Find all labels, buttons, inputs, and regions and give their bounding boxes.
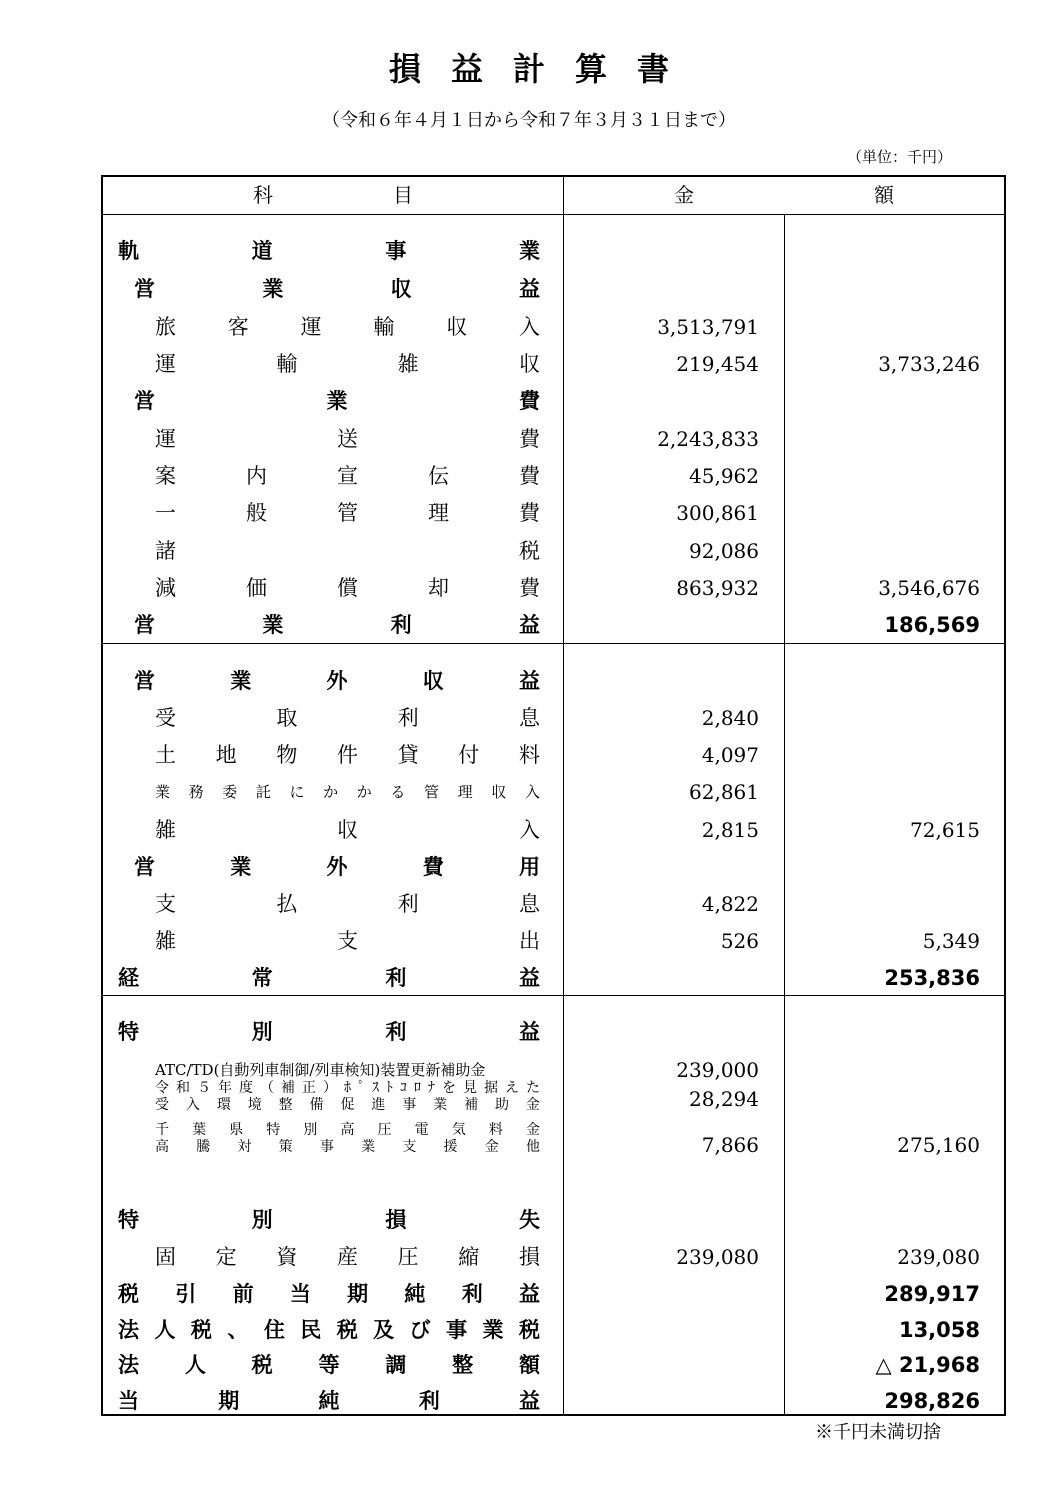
section-divider [103, 643, 1004, 644]
row-label: 特 別 損 失 [118, 1208, 540, 1232]
row-label: 運 送 費 [155, 427, 540, 451]
amount-total: 253,836 [884, 966, 980, 990]
table-row [103, 537, 1004, 565]
income-statement-table [101, 175, 1006, 1416]
row-label: 支 払 利 息 [155, 892, 540, 916]
amount-detail: 45,962 [689, 464, 759, 488]
amount-detail: 300,861 [676, 501, 759, 525]
header-divider [103, 214, 1004, 215]
amount-detail: 92,086 [689, 539, 759, 563]
table-row [103, 890, 1004, 918]
row-label: 法 人 税 、 住 民 税 及 び 事 業 税 [118, 1318, 540, 1342]
table-row [103, 816, 1004, 844]
row-label: 受 取 利 息 [155, 706, 540, 730]
row-label [155, 1080, 540, 1114]
row-label-line: 令 和 ５ 年 度 （ 補 正 ） ﾎ ﾟ ｽ ﾄ ｺ ﾛ ﾅ を 見 据 え た [155, 1080, 540, 1096]
row-label: 営 業 収 益 [134, 277, 540, 301]
table-row [103, 313, 1004, 341]
row-label: ATC/TD(自動列車制御/列車検知)装置更新補助金 [155, 1061, 486, 1079]
table-row [103, 704, 1004, 732]
amount-detail: 2,840 [701, 706, 759, 730]
table-row [103, 964, 1004, 992]
table-row [103, 462, 1004, 490]
amount-total: 72,615 [910, 818, 980, 842]
amount-detail: 3,513,791 [657, 315, 759, 339]
row-label: 業 務 委 託 に か か る 管 理 収 入 [155, 783, 540, 801]
table-row [103, 499, 1004, 527]
amount-detail: 219,454 [676, 352, 759, 376]
table-row [103, 425, 1004, 453]
table-row [103, 350, 1004, 378]
amount-detail: 4,097 [701, 743, 759, 767]
header-amount: 金 額 [674, 183, 894, 207]
table-row [103, 778, 1004, 806]
row-label: 一 般 管 理 費 [155, 501, 540, 525]
table-row [103, 1122, 1004, 1159]
row-label: 営 業 外 収 益 [134, 669, 540, 693]
amount-total: 3,546,676 [878, 576, 980, 600]
row-label: 営 業 利 益 [134, 613, 540, 637]
amount-detail: 239,000 [676, 1058, 759, 1082]
row-label: 税 引 前 当 期 純 利 益 [118, 1282, 540, 1306]
row-label-line: 受 入 環 境 整 備 促 進 事 業 補 助 金 [155, 1097, 540, 1113]
row-label: 減 価 償 却 費 [155, 576, 540, 600]
amount-total: 186,569 [884, 613, 980, 637]
amount-detail: 239,080 [676, 1245, 759, 1269]
amount-detail: 4,822 [701, 892, 759, 916]
unit-label: （単位：千円） [846, 148, 952, 166]
amount-total: 275,160 [897, 1133, 980, 1157]
amount-detail: 62,861 [689, 780, 759, 804]
row-label: 雑 収 入 [155, 818, 540, 842]
amount-detail: 526 [720, 929, 759, 953]
table-row [103, 1018, 1004, 1046]
amount-total: 239,080 [897, 1245, 980, 1269]
table-row [103, 927, 1004, 955]
period-text: （令和６年４月１日から令和７年３月３１日まで） [322, 110, 736, 131]
section-divider [103, 995, 1004, 996]
amount-detail: 2,243,833 [657, 427, 759, 451]
table-row [103, 853, 1004, 881]
amount-total: 5,349 [922, 929, 980, 953]
amount-total: 13,058 [898, 1318, 980, 1342]
row-label: 旅 客 運 輸 収 入 [155, 315, 540, 339]
table-row [103, 275, 1004, 303]
table-row [103, 1387, 1004, 1415]
table-row [103, 667, 1004, 695]
row-label-line: 千 葉 県 特 別 高 圧 電 気 料 金 [155, 1122, 540, 1138]
table-row [103, 387, 1004, 415]
table-row [103, 611, 1004, 639]
table-row [103, 1206, 1004, 1234]
row-label: 軌 道 事 業 [118, 239, 540, 263]
page-title: 損益計算書 [388, 50, 699, 88]
amount-detail: 2,815 [701, 818, 759, 842]
row-label [155, 1122, 540, 1156]
table-row [103, 1080, 1004, 1113]
amount-total: 289,917 [884, 1282, 980, 1306]
row-label: 固 定 資 産 圧 縮 損 [155, 1245, 540, 1269]
table-row [103, 1280, 1004, 1308]
row-label: 特 別 利 益 [118, 1020, 540, 1044]
row-label: 営 業 費 [134, 389, 540, 413]
amount-total: 298,826 [884, 1389, 980, 1413]
row-label: 諸 税 [155, 539, 540, 563]
row-label: 運 輸 雑 収 [155, 352, 540, 376]
row-label: 案 内 宣 伝 費 [155, 464, 540, 488]
table-row [103, 237, 1004, 265]
header-subject: 科 目 [253, 183, 413, 207]
row-label: 法 人 税 等 調 整 額 [118, 1353, 540, 1377]
footnote: ※千円未満切捨 [815, 1422, 941, 1443]
amount-total: △ 21,968 [875, 1353, 980, 1377]
table-row [103, 574, 1004, 602]
row-label-line: 高 騰 対 策 事 業 支 援 金 他 [155, 1139, 540, 1155]
table-row [103, 1316, 1004, 1344]
row-label: 営 業 外 費 用 [134, 855, 540, 879]
row-label: 土 地 物 件 貸 付 料 [155, 743, 540, 767]
row-label: 雑 支 出 [155, 929, 540, 953]
amount-total: 3,733,246 [878, 352, 980, 376]
amount-detail: 863,932 [676, 576, 759, 600]
amount-detail: 7,866 [701, 1133, 759, 1157]
table-row [103, 1351, 1004, 1379]
row-label: 経 常 利 益 [118, 966, 540, 990]
row-label: 当 期 純 利 益 [118, 1389, 540, 1413]
table-row [103, 741, 1004, 769]
table-row [103, 1243, 1004, 1271]
amount-detail: 28,294 [689, 1087, 759, 1111]
